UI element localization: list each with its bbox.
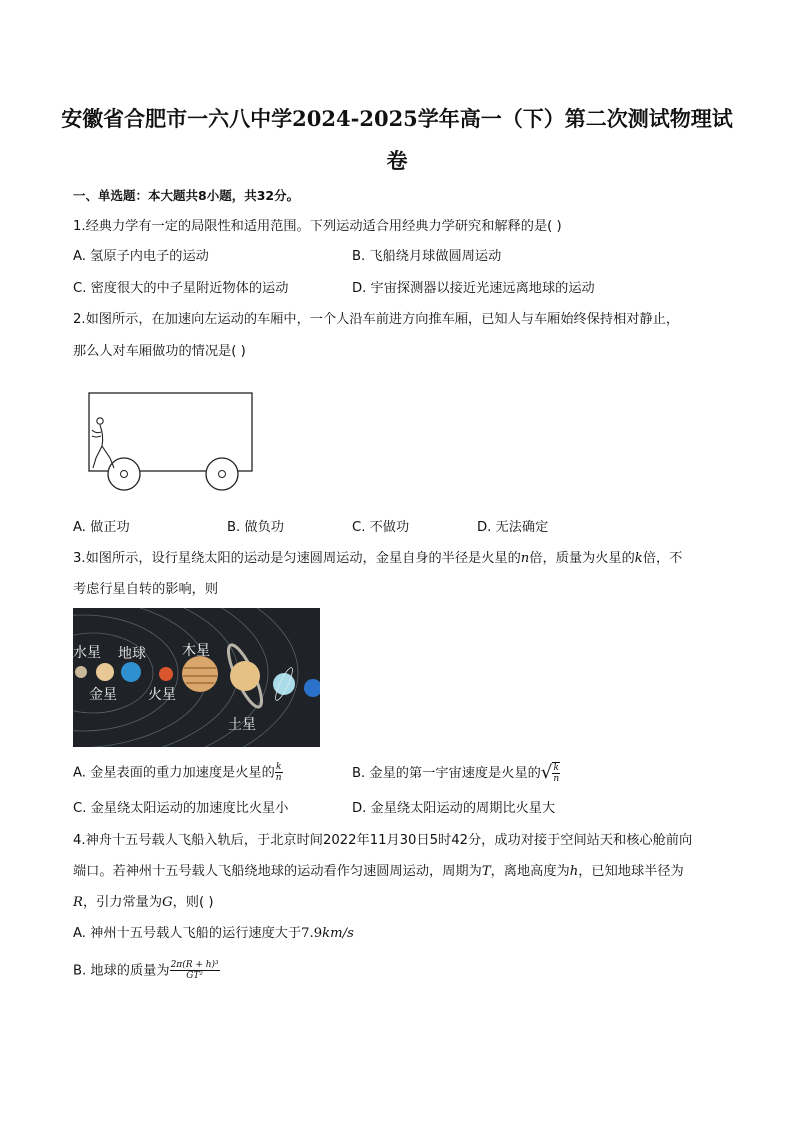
q2-stem-line1: 2.如图所示，在加速向左运动的车厢中，一个人沿车前进方向推车厢，已知人与车厢始终保持相对静止， [73, 312, 680, 327]
q1-option-d: D. 宇宙探测器以接近光速远离地球的运动 [352, 281, 595, 296]
uranus-planet [273, 673, 295, 695]
cart-figure [84, 388, 259, 496]
q2-stem-line2: 那么人对车厢做功的情况是( ) [73, 344, 246, 359]
q1-option-a: A. 氢原子内电子的运动 [73, 249, 209, 264]
mars-planet [159, 667, 173, 681]
q1-stem: 1.经典力学有一定的局限性和适用范围。下列运动适合用经典力学研究和解释的是( ) [73, 219, 562, 234]
q2-option-c: C. 不做功 [352, 520, 410, 535]
q3-option-c: C. 金星绕太阳运动的加速度比火星小 [73, 801, 289, 816]
q1-option-c: C. 密度很大的中子星附近物体的运动 [73, 281, 289, 296]
label-venus: 金星 [89, 687, 117, 703]
label-jupiter: 木星 [182, 643, 210, 659]
exam-title-line1: 安徽省合肥市一六八中学2024-2025学年高一（下）第二次测试物理试 [61, 106, 733, 131]
q4-stem-line2: 端口。若神州十五号载人飞船绕地球的运动看作匀速圆周运动，周期为T，离地高度为h，已知地球半径为 [73, 864, 684, 879]
q1-option-b: B. 飞船绕月球做圆周运动 [352, 249, 502, 264]
q4-option-b: B. 地球的质量为 $\frac{\text{2π(R + h)³}}{\text{GT²}}$ [73, 960, 219, 981]
q3-stem-line1: 3.如图所示，设行星绕太阳的运动是匀速圆周运动，金星自身的半径是火星的n倍，质量为火星的k倍，不 [73, 551, 683, 566]
q3-option-b: B. 金星的第一宇宙速度是火星的√ $\frac{k}{n}$ [352, 762, 560, 784]
q3-option-d: D. 金星绕太阳运动的周期比火星大 [352, 801, 556, 816]
fraction-k-over-n: $\frac{k}{n}$ [275, 762, 282, 783]
saturn-planet [230, 661, 260, 691]
person-pushing-figure [92, 418, 114, 468]
q4-stem-line3: R，引力常量为G，则( ) [73, 895, 214, 910]
q2-option-b: B. 做负功 [227, 520, 284, 535]
fraction-earth-mass: $\frac{\text{2π(R + h)³}}{\text{GT²}}$ [170, 960, 219, 981]
q3-stem-line2: 考虑行星自转的影响，则 [73, 582, 219, 597]
jupiter-planet [182, 656, 218, 692]
cart-wheel-left [108, 458, 140, 490]
label-earth: 地球 [118, 646, 146, 662]
venus-planet [96, 663, 114, 681]
sqrt-k-over-n: √ $\frac{k}{n}$ [540, 762, 560, 784]
q3-option-a: A. 金星表面的重力加速度是火星的 $\frac{k}{n}$ [73, 762, 282, 783]
label-saturn: 土星 [228, 717, 256, 733]
neptune-planet [304, 679, 320, 697]
label-mars: 火星 [148, 687, 176, 703]
section-heading: 一、单选题：本大题共8小题，共32分。 [73, 188, 300, 203]
solar-system-figure [73, 608, 320, 747]
label-mercury: 水星 [73, 645, 101, 661]
q4-option-a: A. 神州十五号载人飞船的运行速度大于7.9km/s [73, 926, 354, 941]
q4-stem-line1: 4.神舟十五号载人飞船入轨后，于北京时间2022年11月30日5时42分，成功对接于空间站天和核心舱前向 [73, 833, 693, 848]
q2-option-a: A. 做正功 [73, 520, 130, 535]
earth-planet [121, 662, 141, 682]
cart-wheel-right [206, 458, 238, 490]
exam-title-line2: 卷 [386, 148, 408, 173]
q2-option-d: D. 无法确定 [477, 520, 549, 535]
mercury-planet [75, 666, 87, 678]
